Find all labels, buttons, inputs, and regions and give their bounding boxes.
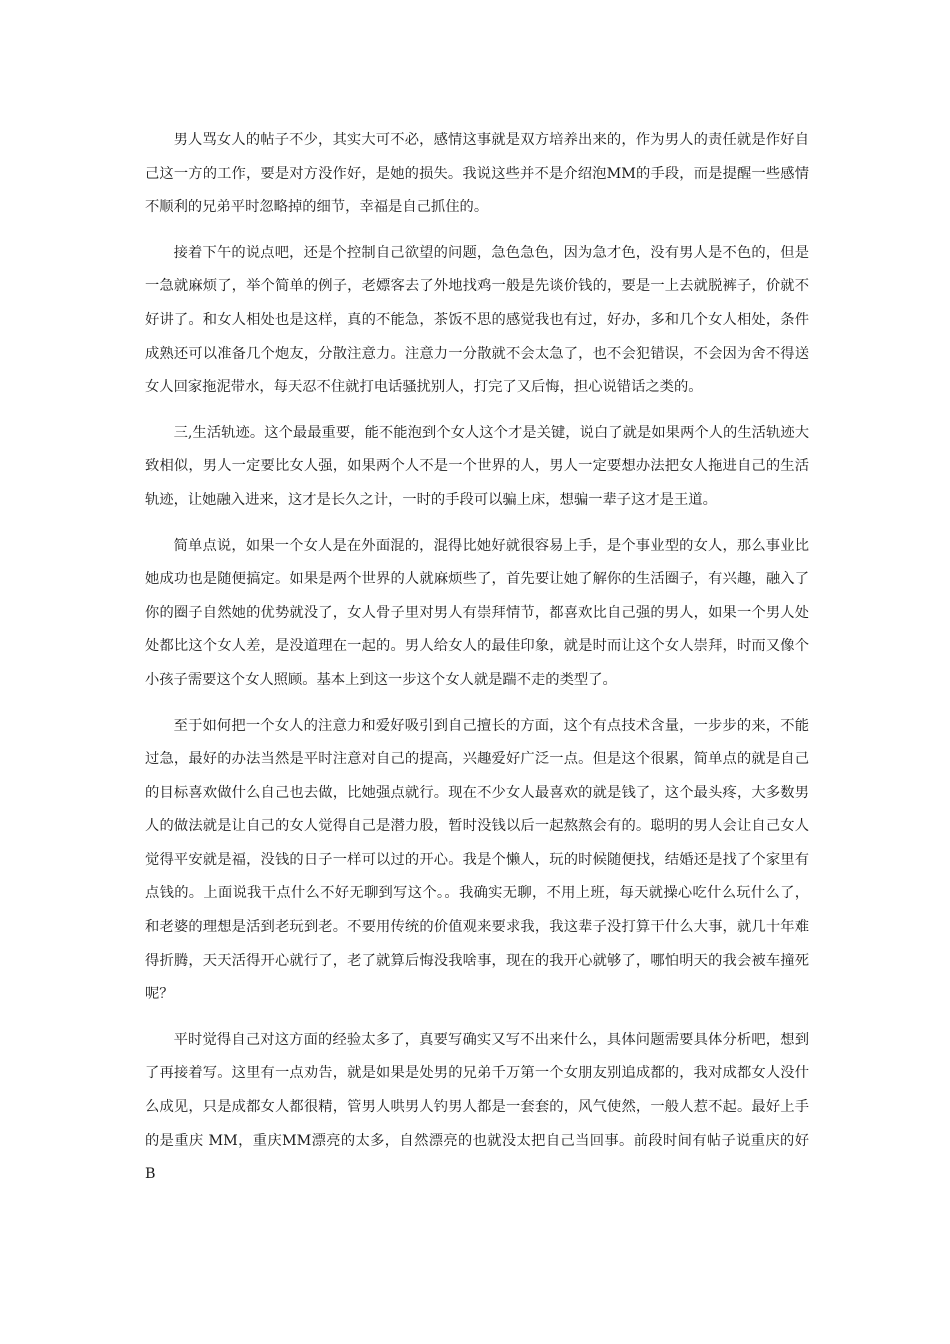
paragraph-1: 男人骂女人的帖子不少，其实大可不必，感情这事就是双方培养出来的，作为男人的责任就是作好自己这一方的工作，要是对方没作好，是她的损失。我说这些并不是介绍泡MM的手段，而是提醒一些感情不顺利的兄弟平时忽略掉的细节，幸福是自己抓住的。 — [145, 132, 809, 216]
paragraph-4: 简单点说，如果一个女人是在外面混的，混得比她好就很容易上手，是个事业型的女人，那么事业比她成功也是随便搞定。如果是两个世界的人就麻烦些了，首先要让她了解你的生活圈子，有兴趣，融入了你的圈子自然她的优势就没了，女人骨子里对男人有崇拜情节，都喜欢比自己强的男人，如果一个男人处处都比这个女人差，是没道理在一起的。男人给女人的最佳印象，就是时而让这个女人崇拜，时而又像个小孩子需要这个女人照顾。基本上到这一步这个女人就是踹不走的类型了。 — [145, 537, 809, 688]
paragraph-6: 平时觉得自己对这方面的经验太多了，真要写确实又写不出来什么，具体问题需要具体分析吧，想到了再接着写。这里有一点劝告，就是如果是处男的兄弟千万第一个女朋友别追成都的，我对成都女人没什么成见，只是成都女人都很精，管男人哄男人钓男人都是一套套的，风气使然，一般人惹不起。最好上手的是重庆 MM，重庆MM漂亮的太多，自然漂亮的也就没太把自己当回事。前段时间有帖子说重庆的好 B — [145, 1031, 809, 1183]
paragraph-5: 至于如何把一个女人的注意力和爱好吸引到自己擅长的方面，这个有点技术含量，一步步的来，不能过急，最好的办法当然是平时注意对自己的提高，兴趣爱好广泛一点。但是这个很累，简单点的就是自己的目标喜欢做什么自己也去做，比她强点就行。现在不少女人最喜欢的就是钱了，这个最头疼，大多数男人的做法就是让自己的女人觉得自己是潜力股，暂时没钱以后一起熬熬会有的。聪明的男人会让自己女人觉得平安就是福，没钱的日子一样可以过的开心。我是个懒人，玩的时候随便找，结婚还是找了个家里有点钱的。上面说我干点什么不好无聊到写这个。。我确实无聊，不用上班，每天就操心吃什么玩什么了，和老婆的理想是活到老玩到老。不要用传统的价值观来要求我，我这辈子没打算干什么大事，就几十年难得折腾，天天活得开心就行了，老了就算后悔没我啥事，现在的我开心就够了，哪怕明天的我会被车撞死呢？ — [145, 717, 809, 1003]
document-body — [145, 124, 809, 1204]
paragraph-2: 接着下午的说点吧，还是个控制自己欲望的问题，急色急色，因为急才色，没有男人是不色的，但是一急就麻烦了，举个简单的例子，老嫖客去了外地找鸡一般是先谈价钱的，要是一上去就脱裤子，价就不好讲了。和女人相处也是这样，真的不能急，茶饭不思的感觉我也有过，好办，多和几个女人相处，条件成熟还可以准备几个炮友，分散注意力。注意力一分散就不会太急了，也不会犯错误，不会因为舍不得送女人回家拖泥带水，每天忍不住就打电话骚扰别人，打完了又后悔，担心说错话之类的。 — [145, 244, 809, 396]
paragraph-3: 三,生活轨迹。这个最最重要，能不能泡到个女人这个才是关键，说白了就是如果两个人的生活轨迹大致相似，男人一定要比女人强，如果两个人不是一个世界的人，男人一定要想办法把女人拖进自己的生活轨迹，让她融入进来，这才是长久之计，一时的手段可以骗上床，想骗一辈子这才是王道。 — [145, 424, 809, 508]
